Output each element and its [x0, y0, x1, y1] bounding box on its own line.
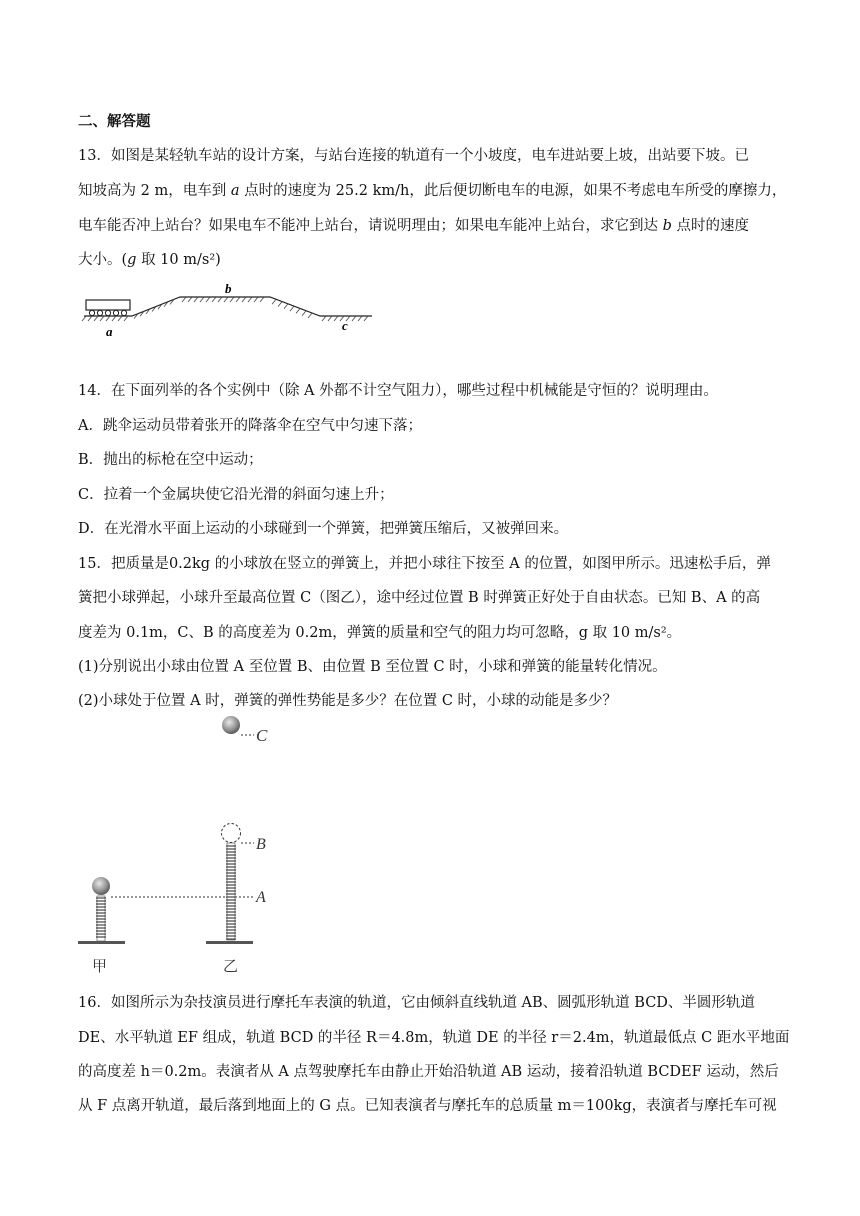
- q13-track-figure: [80, 282, 380, 344]
- q13-line-4: 大小。(g 取 10 m/s²): [78, 252, 221, 268]
- q13-line-2: 知坡高为 2 m，电车到 a 点时的速度为 25.2 km/h，此后便切断电车的电源，如果不考虑电车所受的摩擦力，: [78, 183, 787, 199]
- q15-sub-1: (1)分别说出小球由位置 A 至位置 B、由位置 B 至位置 C 时，小球和弹簧的能量转化情况。: [78, 659, 667, 675]
- ball-at-c: [222, 716, 240, 734]
- q16-line-4: 从 F 点离开轨道，最后落到地面上的 G 点。已知表演者与摩托车的总质量 m＝100kg，表演者与摩托车可视: [78, 1098, 777, 1114]
- spring-jia-coils: [96, 898, 106, 937]
- spring-yi-coils: [226, 846, 236, 939]
- base-jia: [78, 941, 125, 944]
- q15-line-2: 簧把小球弹起，小球升至最高位置 C（图乙），途中经过位置 B 时弹簧正好处于自由状态。已知 B、A 的高: [78, 590, 761, 606]
- q13-line-3: 电车能否冲上站台？如果电车不能冲上站台，请说明理由；如果电车能冲上站台，求它到达 b 点时的速度: [78, 218, 750, 234]
- q15-line-1: 15．把质量是0.2kg 的小球放在竖立的弹簧上，并把小球往下按至 A 的位置，如图甲所示。迅速松手后，弹: [78, 556, 771, 572]
- q14-option-a: A．跳伞运动员带着张开的降落伞在空气中匀速下落；: [78, 418, 422, 434]
- q15-sub-2: (2)小球处于位置 A 时，弹簧的弹性势能是多少？在位置 C 时，小球的动能是多少？: [78, 693, 618, 709]
- q14-option-d: D．在光滑水平面上运动的小球碰到一个弹簧，把弹簧压缩后，又被弹回来。: [78, 521, 569, 537]
- q15-line-3: 度差为 0.1m，C、B 的高度差为 0.2m，弹簧的质量和空气的阻力均可忽略，g 取 10 m/s²。: [78, 625, 682, 641]
- label-jia: 甲: [92, 959, 108, 975]
- point-b-label: b: [225, 282, 232, 296]
- tram-body: [86, 300, 130, 310]
- q16-line-3: 的高度差 h＝0.2m。表演者从 A 点驾驶摩托车由静止开始沿轨道 AB 运动，接着沿轨道 BCDEF 运动，然后: [78, 1064, 779, 1080]
- q15-spring-figure: [76, 712, 296, 982]
- level-c-label: C: [256, 726, 268, 745]
- level-a-label: A: [256, 889, 266, 906]
- point-a-label: a: [106, 324, 113, 339]
- q13-line-1: 13．如图是某轻轨车站的设计方案，与站台连接的轨道有一个小坡度，电车进站要上坡，出站要下坡。已: [78, 148, 749, 164]
- base-yi: [206, 941, 253, 944]
- label-yi: 乙: [223, 959, 239, 975]
- q14-stem: 14．在下面列举的各个实例中（除 A 外都不计空气阻力），哪些过程中机械能是守恒的？说明理由。: [78, 383, 718, 399]
- q16-line-2: DE、水平轨道 EF 组成，轨道 BCD 的半径 R＝4.8m，轨道 DE 的半径 r＝2.4m，轨道最低点 C 距水平地面: [78, 1030, 790, 1046]
- q14-option-b: B．抛出的标枪在空中运动；: [78, 452, 263, 468]
- level-b-label: B: [256, 836, 266, 853]
- ball-jia: [92, 877, 110, 895]
- section-heading: 二、解答题: [78, 114, 151, 130]
- point-c-label: c: [342, 318, 348, 333]
- q14-option-c: C．拉着一个金属块使它沿光滑的斜面匀速上升；: [78, 487, 394, 503]
- q16-line-1: 16．如图所示为杂技演员进行摩托车表演的轨道，它由倾斜直线轨道 AB、圆弧形轨道 BCD、半圆形轨道: [78, 995, 755, 1011]
- tram-wheels: [89, 310, 126, 315]
- ball-ghost-at-b: [222, 824, 241, 843]
